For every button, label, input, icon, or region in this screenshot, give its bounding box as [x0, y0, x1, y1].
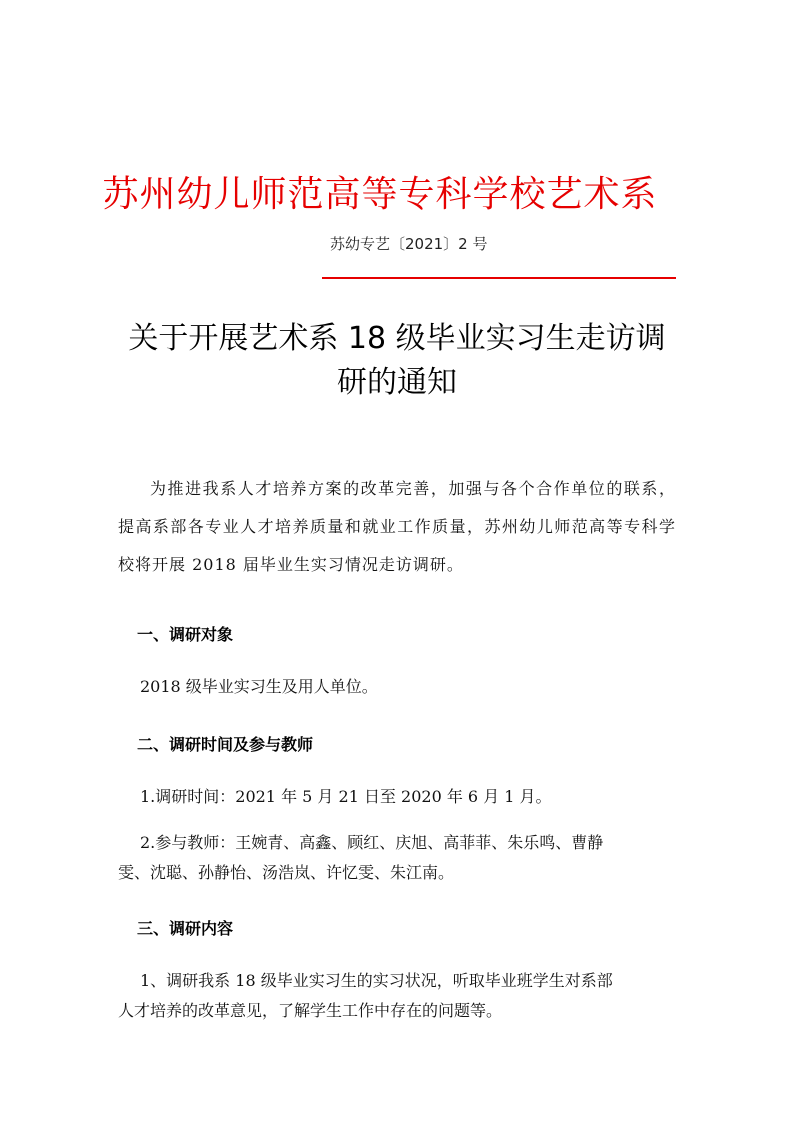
organization-title: 苏州幼儿师范高等专科学校艺术系 [102, 174, 658, 215]
document-number: 苏幼专艺〔2021〕2 号 [330, 235, 488, 253]
content-item1-line1: 1、调研我系 18 级毕业实习生的实习状况，听取毕业班学生对系部 [140, 971, 613, 990]
section-heading-time-teachers: 二、调研时间及参与教师 [137, 735, 314, 754]
intro-paragraph: 为推进我系人才培养方案的改革完善，加强与各个合作单位的联系，提高系部各专业人才培养质量和就业工作质量，苏州幼儿师范高等专科学校将开展 2018 届毕业生实习情况走访调研。 [118, 479, 676, 574]
teachers-item-line2: 雯、沈聪、孙静怡、汤浩岚、许忆雯、朱江南。 [118, 863, 455, 882]
content-item1-line2: 人才培养的改革意见，了解学生工作中存在的问题等。 [118, 1001, 503, 1020]
section-target-text: 2018 级毕业实习生及用人单位。 [140, 677, 378, 696]
section-heading-content: 三、调研内容 [137, 919, 234, 938]
notice-title [104, 317, 690, 405]
notice-title-line2: 研的通知 [337, 365, 457, 400]
red-divider-line [322, 277, 676, 279]
notice-title-line1: 关于开展艺术系 18 级毕业实习生走访调 [128, 321, 666, 356]
section-heading-target: 一、调研对象 [137, 625, 234, 644]
teachers-item-line1: 2.参与教师：王婉青、高鑫、顾红、庆旭、高菲菲、朱乐鸣、曹静 [140, 833, 604, 852]
survey-time-item: 1.调研时间：2021 年 5 月 21 日至 2020 年 6 月 1 月。 [140, 787, 552, 806]
